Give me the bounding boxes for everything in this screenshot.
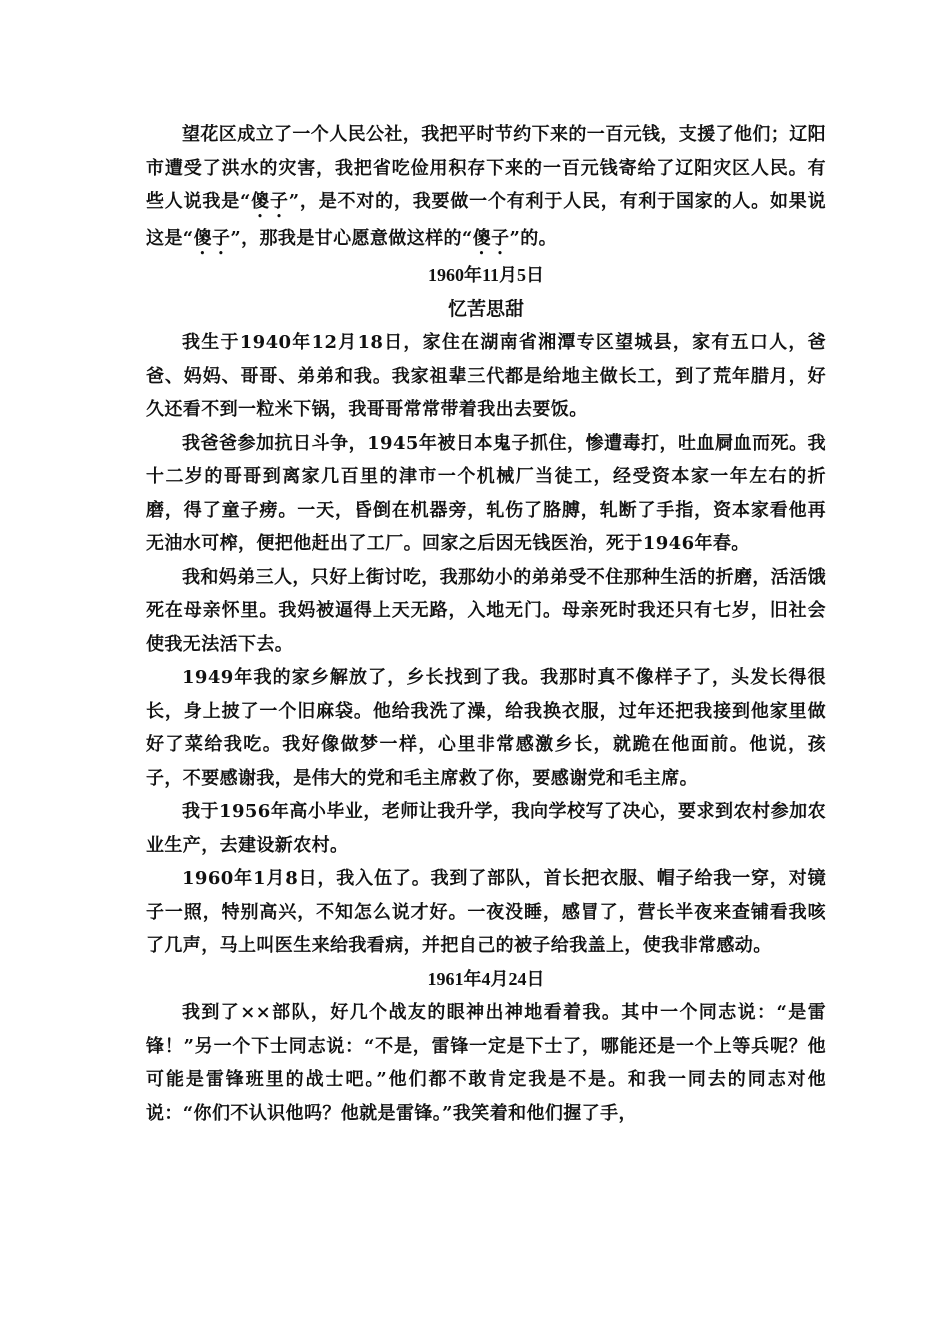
document-page — [146, 118, 826, 1130]
emphasized-word: 傻子 — [193, 228, 231, 249]
text-run: 望花区成立了一个人民公社，我把平时节约下来的一百元钱，支援了他们；辽阳市遭受了洪水的灾害，我把省吃俭用积存下来的一百元钱寄给了辽阳灾区人民。有些人说我是“ — [146, 124, 826, 212]
entry-date-heading: 1960年11月5日 — [427, 265, 544, 285]
body-paragraph: 我爸爸参加抗日斗争，1945年被日本鬼子抓住，惨遭毒打，吐血屙血而死。我十二岁的哥哥到离家几百里的津市一个机械厂当徒工，经受资本家一年左右的折磨，得了童子痨。一天，昏倒在机器旁，轧伤了胳膊，轧断了手指，资本家看他再无油水可榨，便把他赶出了工厂。回家之后因无钱医治，死于1946年春。 — [146, 432, 826, 554]
emphasized-word: 傻子 — [472, 228, 510, 249]
body-paragraph: 1949年我的家乡解放了，乡长找到了我。我那时真不像样子了，头发长得很长，身上披了一个旧麻袋。他给我洗了澡，给我换衣服，过年还把我接到他家里做好了菜给我吃。我好像做梦一样，心里非常感激乡长，就跪在他面前。他说，孩子，不要感谢我，是伟大的党和毛主席救了你，要感谢党和毛主席。 — [146, 667, 826, 789]
body-paragraph: 我和妈弟三人，只好上街讨吃，我那幼小的弟弟受不住那种生活的折磨，活活饿死在母亲怀里。我妈被逼得上天无路，入地无门。母亲死时我还只有七岁，旧社会使我无法活下去。 — [146, 566, 826, 655]
entry-title-heading: 忆苦思甜 — [447, 297, 524, 320]
body-paragraph: 我到了××部队，好几个战友的眼神出神地看着我。其中一个同志说：“是雷锋！”另一个下士同志说：“不是，雷锋一定是下士了，哪能还是一个上等兵呢？他可能是雷锋班里的战士吧。”他们都不敢肯定我是不是。和我一同去的同志对他说：“你们不认识他吗？他就是雷锋。”我笑着和他们握了手， — [146, 1002, 826, 1124]
body-paragraph: 我于1956年高小毕业，老师让我升学，我向学校写了决心，要求到农村参加农业生产，去建设新农村。 — [146, 801, 826, 856]
entry-date-heading: 1961年4月24日 — [427, 968, 545, 989]
text-run: ”，那我是甘心愿意做这样的“ — [230, 228, 473, 249]
body-paragraph: 1960年1月8日，我入伍了。我到了部队，首长把衣服、帽子给我一穿，对镜子一照，特别高兴，不知怎么说才好。一夜没睡，感冒了，营长半夜来查铺看我咳了几声，马上叫医生来给我看病，并把自己的被子给我盖上，使我非常感动。 — [146, 868, 826, 956]
text-run: ”的。 — [509, 228, 558, 249]
emphasized-word: 傻子 — [250, 191, 289, 212]
text-run: ”，是不对的，我要做一个有利于人民，有利于国家的人。如果说这是“ — [146, 191, 826, 249]
body-paragraph: 我生于1940年12月18日，家住在湖南省湘潭专区望城县，家有五口人，爸爸、妈妈、哥哥、弟弟和我。我家祖辈三代都是给地主做长工，到了荒年腊月，好久还看不到一粒米下锅，我哥哥常常带着我出去要饭。 — [146, 332, 826, 420]
intro-paragraph — [146, 118, 826, 259]
